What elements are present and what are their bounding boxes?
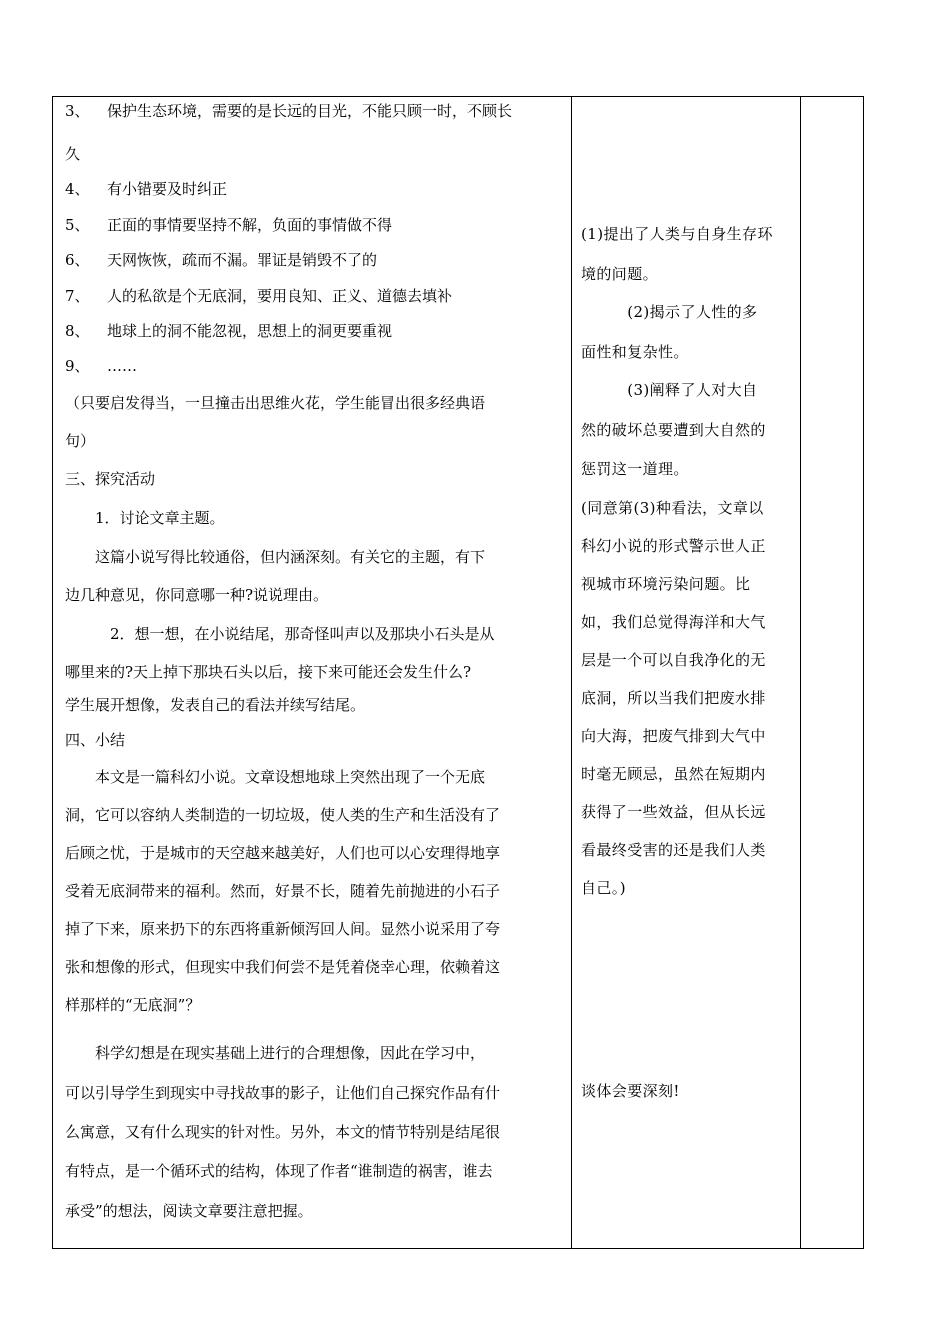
section-heading: 三、探究活动 [65, 470, 156, 488]
item-number: 4、 [65, 180, 90, 198]
comment-line: 看最终受害的还是我们人类 [581, 841, 766, 859]
comment-line: 视城市环境污染问题。比 [581, 575, 751, 593]
comment-line: 面性和复杂性。 [581, 343, 689, 361]
item-number: 6、 [65, 251, 90, 269]
item-number: 7、 [65, 287, 90, 305]
list-item [65, 356, 137, 376]
text-line: 有特点，是一个循环式的结构，体现了作者“谁制造的祸害，谁去 [65, 1162, 493, 1180]
comment-line: 获得了一些效益，但从长远 [581, 803, 766, 821]
comment-line: 然的破坏总要遭到大自然的 [581, 421, 766, 439]
item-text: 人的私欲是个无底洞，要用良知、正义、道德去填补 [107, 287, 453, 305]
list-item [65, 321, 392, 341]
text-line: 掉了下来，原来扔下的东西将重新倾泻回人间。显然小说采用了夸 [65, 920, 501, 938]
text-line: 承受”的想法，阅读文章要注意把握。 [65, 1202, 313, 1220]
list-item [65, 101, 512, 121]
section-heading: 四、小结 [65, 731, 126, 749]
item-number: 5、 [65, 216, 90, 234]
text-line: 哪里来的?天上掉下那块石头以后，接下来可能还会发生什么? [65, 663, 472, 681]
text-line: 这篇小说写得比较通俗，但内涵深刻。有关它的主题，有下 [65, 548, 486, 566]
comment-line: (3)阐释了人对大自 [581, 381, 758, 399]
text-line: 洞，它可以容纳人类制造的一切垃圾，使人类的生产和生活没有了 [65, 806, 501, 824]
item-text: 久 [65, 145, 81, 163]
item-number: 3、 [65, 102, 90, 120]
comment-line: (同意第(3)种看法，文章以 [581, 499, 764, 517]
text-line: 么寓意，又有什么现实的针对性。另外，本文的情节特别是结尾很 [65, 1123, 501, 1141]
comment-line: 层是一个可以自我净化的无 [581, 651, 766, 669]
comment-line: 谈体会要深刻! [581, 1082, 680, 1100]
list-item [65, 179, 227, 199]
comment-line: 境的问题。 [581, 265, 659, 283]
item-text: 正面的事情要坚持不解，负面的事情做不得 [107, 216, 393, 234]
text-line: 本文是一篇科幻小说。文章设想地球上突然出现了一个无底 [65, 768, 486, 786]
comment-line: 向大海，把废气排到大气中 [581, 727, 766, 745]
comment-line: 如，我们总觉得海洋和大气 [581, 613, 766, 631]
text-line: 可以引导学生到现实中寻找故事的影子，让他们自己探究作品有什 [65, 1084, 501, 1102]
text-line: 受着无底洞带来的福利。然而，好景不长，随着先前抛进的小石子 [65, 882, 501, 900]
comment-line: 时毫无顾忌，虽然在短期内 [581, 765, 766, 783]
comment-line: 底洞，所以当我们把废水排 [581, 689, 766, 707]
item-number: 9、 [65, 357, 90, 375]
item-text: 地球上的洞不能忽视，思想上的洞更要重视 [107, 322, 393, 340]
text-line: 边几种意见，你同意哪一种?说说理由。 [65, 586, 329, 604]
comment-line: 惩罚这一道理。 [581, 460, 689, 478]
comment-line: (2)揭示了人性的多 [581, 303, 758, 321]
text-line: 样那样的“无底洞”？ [65, 996, 201, 1014]
text-line: （只要启发得当，一旦撞击出思维火花，学生能冒出很多经典语 [65, 394, 486, 412]
text-line: 2．想一想，在小说结尾，那奇怪叫声以及那块小石头是从 [65, 625, 495, 643]
comment-line: (1)提出了人类与自身生存环 [581, 225, 773, 243]
item-text: 天网恢恢，疏而不漏。罪证是销毁不了的 [107, 251, 378, 269]
list-item [65, 215, 392, 235]
comment-line: 科幻小说的形式警示世人正 [581, 537, 766, 555]
text-line: 科学幻想是在现实基础上进行的合理想像，因此在学习中， [65, 1044, 486, 1062]
item-text: …… [107, 357, 137, 375]
text-line: 学生展开想像，发表自己的看法并续写结尾。 [65, 696, 366, 714]
list-item [65, 144, 80, 164]
item-number: 8、 [65, 322, 90, 340]
text-line: 1．讨论文章主题。 [65, 509, 225, 527]
comment-line: 自己。) [581, 879, 626, 897]
text-line: 后顾之忧，于是城市的天空越来越美好，人们也可以心安理得地享 [65, 844, 501, 862]
lesson-table [52, 96, 864, 1249]
item-text: 有小错要及时纠正 [107, 180, 228, 198]
item-text: 保护生态环境，需要的是长远的目光，不能只顾一时，不顾长 [107, 102, 513, 120]
text-line: 张和想像的形式，但现实中我们何尝不是凭着侥幸心理，依赖着这 [65, 958, 501, 976]
text-line: 句） [65, 432, 96, 450]
column-divider-1 [571, 97, 572, 1248]
list-item [65, 250, 377, 270]
list-item [65, 286, 452, 306]
column-divider-2 [800, 97, 801, 1248]
